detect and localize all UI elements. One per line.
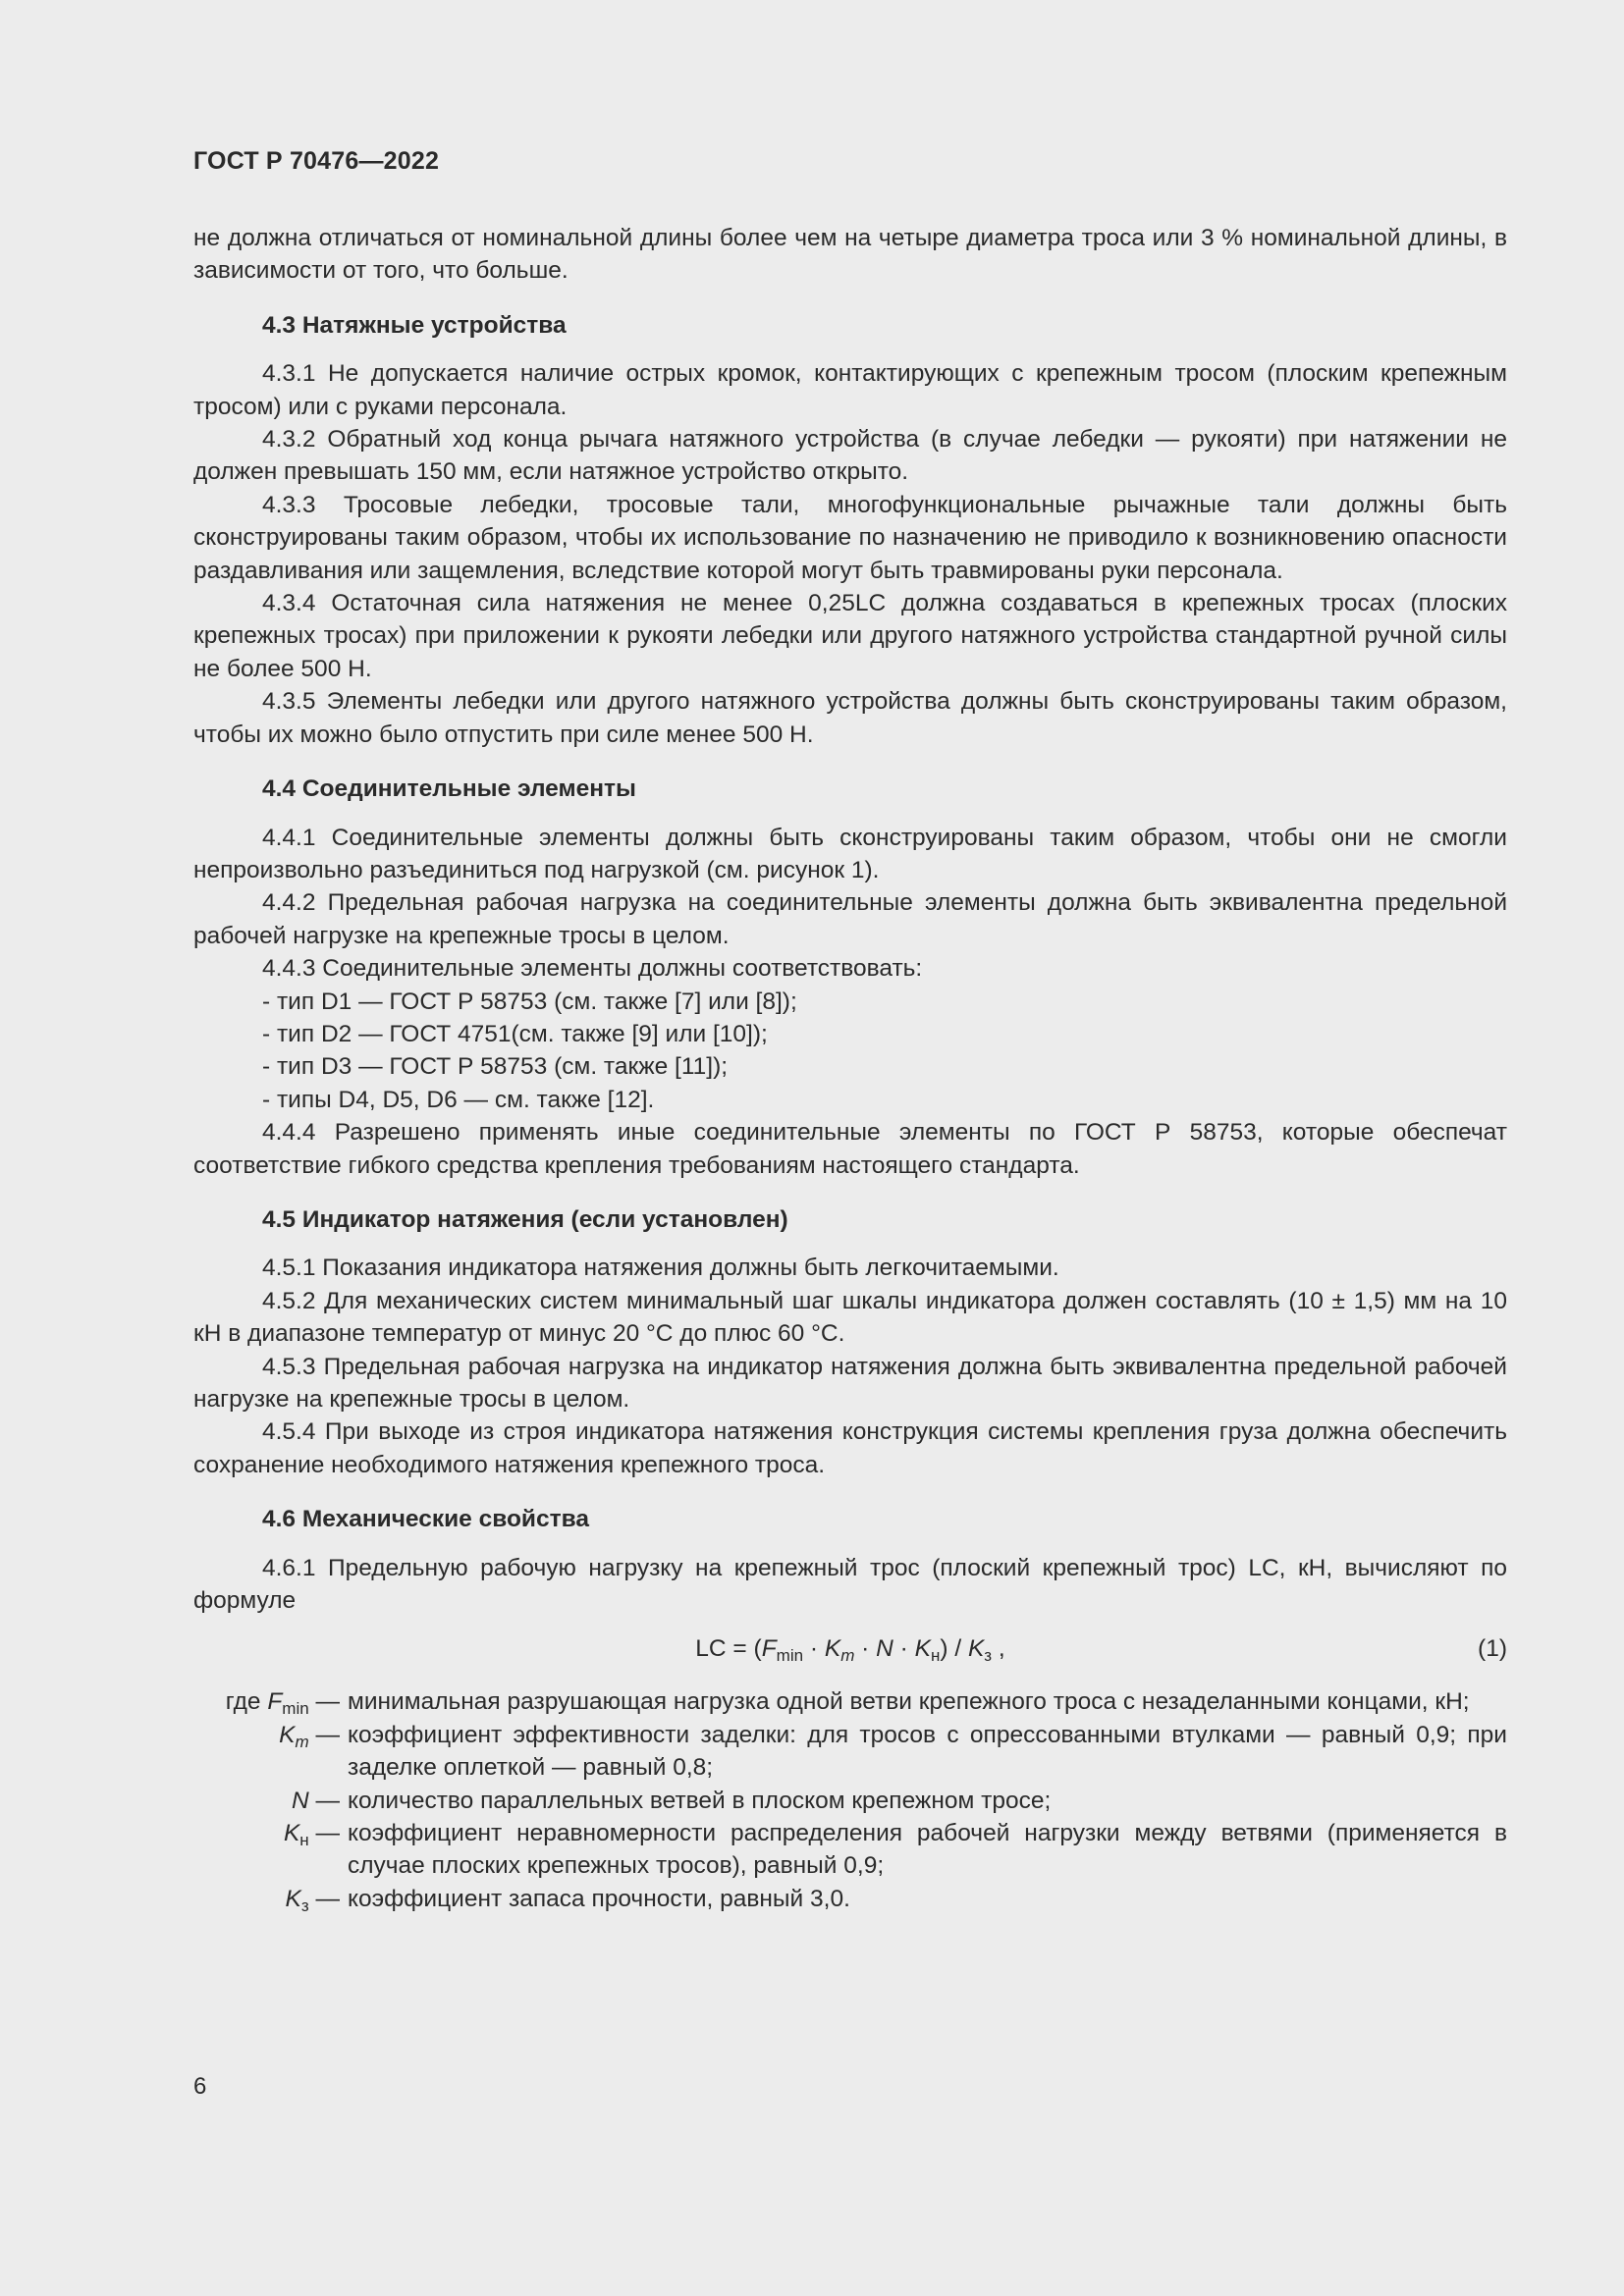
- formula-kn: K: [914, 1635, 931, 1663]
- definition-dash: —: [308, 1688, 340, 1716]
- list-item-d1: - тип D1 — ГОСТ Р 58753 (см. также [7] или [8]);: [262, 988, 797, 1015]
- paragraph-4-3-4: 4.3.4 Остаточная сила натяжения не менее 0,25LC должна создаваться в крепежных тросах (плоских крепежных тросах) при приложении к рукояти лебедки или другого натяжного устройства стандартной ручной силы не более 500 Н.: [193, 590, 1507, 682]
- definition-k-z: [193, 1883, 1507, 1915]
- formula-f: F: [761, 1635, 777, 1663]
- definition-prefix: где: [225, 1688, 268, 1716]
- paragraph-4-3-2: 4.3.2 Обратный ход конца рычага натяжного устройства (в случае лебедки — рукояти) при натяжении не должен превышать 150 мм, если натяжное устройство открыто.: [193, 426, 1507, 486]
- definition-dash: —: [308, 1885, 340, 1912]
- paragraph-4-5-2: 4.5.2 Для механических систем минимальный шаг шкалы индикатора должен составлять (10 ± 1,5) мм на 10 кН в диапазоне температур от минус 20 °С до плюс 60 °С.: [193, 1287, 1507, 1348]
- section-heading-4-5: 4.5 Индикатор натяжения (если установлен): [262, 1205, 788, 1233]
- paragraph-4-4-1: 4.4.1 Соединительные элементы должны быть сконструированы таким образом, чтобы они не смогли непроизвольно разъединиться под нагрузкой (см. рисунок 1).: [193, 824, 1507, 883]
- formula-km: K: [824, 1635, 841, 1663]
- formula-kz: K: [967, 1635, 985, 1663]
- definition-symbol: [193, 1685, 340, 1718]
- definition-k-m: [193, 1719, 1507, 1785]
- definition-symbol-letter: K: [279, 1721, 296, 1748]
- formula-dot: ·: [893, 1635, 915, 1663]
- paragraph-4-3-3: 4.3.3 Тросовые лебедки, тросовые тали, многофункциональные рычажные тали должны быть сконструированы таким образом, чтобы их использование по назначению не приводило к возникновению опасности раздавливания или защемления, вследствие которой могут быть травмированы руки персонала.: [193, 491, 1507, 584]
- definition-symbol-sub: н: [299, 1831, 309, 1850]
- document-body: [193, 222, 1507, 1915]
- definition-dash: —: [308, 1820, 340, 1847]
- list-item-d2: - тип D2 — ГОСТ 4751(см. также [9] или [10]);: [262, 1020, 768, 1047]
- formula-expression: [695, 1632, 1004, 1665]
- definition-dash: —: [308, 1721, 340, 1748]
- intro-paragraph: не должна отличаться от номинальной длины более чем на четыре диаметра троса или 3 % номинальной длины, в зависимости от того, что больше.: [193, 225, 1507, 285]
- definition-text: количество параллельных ветвей в плоском крепежном тросе;: [348, 1787, 1052, 1814]
- paragraph-4-4-2: 4.4.2 Предельная рабочая нагрузка на соединительные элементы должна быть эквивалентна предельной рабочей нагрузке на крепежные тросы в целом.: [193, 889, 1507, 949]
- definition-symbol: [193, 1785, 340, 1817]
- definition-symbol-sub: m: [295, 1732, 309, 1751]
- definition-symbol-sub: min: [282, 1699, 309, 1719]
- paragraph-4-6-1: 4.6.1 Предельную рабочую нагрузку на крепежный трос (плоский крепежный трос) LC, кН, вычисляют по формуле: [193, 1554, 1507, 1615]
- formula-definitions: [193, 1685, 1507, 1915]
- definition-symbol-letter: N: [291, 1787, 309, 1814]
- formula-1: [193, 1632, 1507, 1668]
- section-heading-4-3: 4.3 Натяжные устройства: [262, 311, 567, 339]
- definition-text: коэффициент неравномерности распределения рабочей нагрузки между ветвями (применяется в случае плоских крепежных тросов), равный 0,9;: [348, 1820, 1507, 1880]
- definition-f-min: [193, 1685, 1507, 1718]
- definition-dash: —: [308, 1787, 340, 1814]
- definition-symbol: [193, 1817, 340, 1849]
- formula-lhs: LC = (: [695, 1635, 762, 1663]
- formula-divide: ) /: [940, 1635, 968, 1663]
- formula-dot: ·: [854, 1635, 877, 1663]
- formula-number: (1): [1478, 1635, 1507, 1663]
- formula-f-sub: min: [776, 1646, 804, 1666]
- formula-dot: ·: [803, 1635, 825, 1663]
- page-number: 6: [193, 2073, 207, 2100]
- paragraph-4-3-5: 4.3.5 Элементы лебедки или другого натяжного устройства должны быть сконструированы таким образом, чтобы их можно было отпустить при силе менее 500 Н.: [193, 688, 1507, 748]
- formula-km-sub: m: [840, 1646, 855, 1666]
- paragraph-4-5-1: 4.5.1 Показания индикатора натяжения должны быть легкочитаемыми.: [262, 1255, 1059, 1282]
- formula-kz-sub: з: [984, 1646, 993, 1666]
- formula-n: N: [876, 1635, 893, 1663]
- section-heading-4-6: 4.6 Механические свойства: [262, 1506, 589, 1533]
- definition-text: коэффициент эффективности заделки: для тросов с опрессованными втулками — равный 0,9; при заделке оплеткой — равный 0,8;: [348, 1721, 1507, 1782]
- section-heading-4-4: 4.4 Соединительные элементы: [262, 775, 636, 803]
- definition-text: минимальная разрушающая нагрузка одной ветви крепежного троса с незаделанными концами, кН;: [348, 1688, 1470, 1716]
- list-item-d4-d6: - типы D4, D5, D6 — см. также [12].: [262, 1086, 655, 1113]
- paragraph-4-5-3: 4.5.3 Предельная рабочая нагрузка на индикатор натяжения должна быть эквивалентна предельной рабочей нагрузке на крепежные тросы в целом.: [193, 1353, 1507, 1413]
- definition-n: [193, 1785, 1507, 1817]
- paragraph-4-5-4: 4.5.4 При выходе из строя индикатора натяжения конструкция системы крепления груза должна обеспечить сохранение необходимого натяжения крепежного троса.: [193, 1418, 1507, 1478]
- list-item-d3: - тип D3 — ГОСТ Р 58753 (см. также [11]);: [262, 1053, 729, 1081]
- paragraph-4-3-1: 4.3.1 Не допускается наличие острых кромок, контактирующих с крепежным тросом (плоским крепежным тросом) или с руками персонала.: [193, 360, 1507, 420]
- definition-symbol: [193, 1883, 340, 1915]
- paragraph-4-4-3: 4.4.3 Соединительные элементы должны соответствовать:: [262, 955, 923, 983]
- definition-symbol-letter: K: [283, 1820, 300, 1847]
- formula-tail: ,: [992, 1635, 1005, 1663]
- definition-symbol-sub: з: [300, 1896, 309, 1915]
- definition-symbol-letter: K: [285, 1885, 301, 1912]
- definition-symbol: [193, 1719, 340, 1751]
- document-page: [193, 0, 1507, 2296]
- definition-k-n: [193, 1817, 1507, 1883]
- definition-symbol-letter: F: [267, 1688, 283, 1716]
- document-header: ГОСТ Р 70476—2022: [193, 147, 440, 175]
- formula-kn-sub: н: [930, 1646, 941, 1666]
- paragraph-4-4-4: 4.4.4 Разрешено применять иные соединительные элементы по ГОСТ Р 58753, которые обеспечат соответствие гибкого средства крепления требованиям настоящего стандарта.: [193, 1119, 1507, 1179]
- definition-text: коэффициент запаса прочности, равный 3,0.: [348, 1885, 850, 1912]
